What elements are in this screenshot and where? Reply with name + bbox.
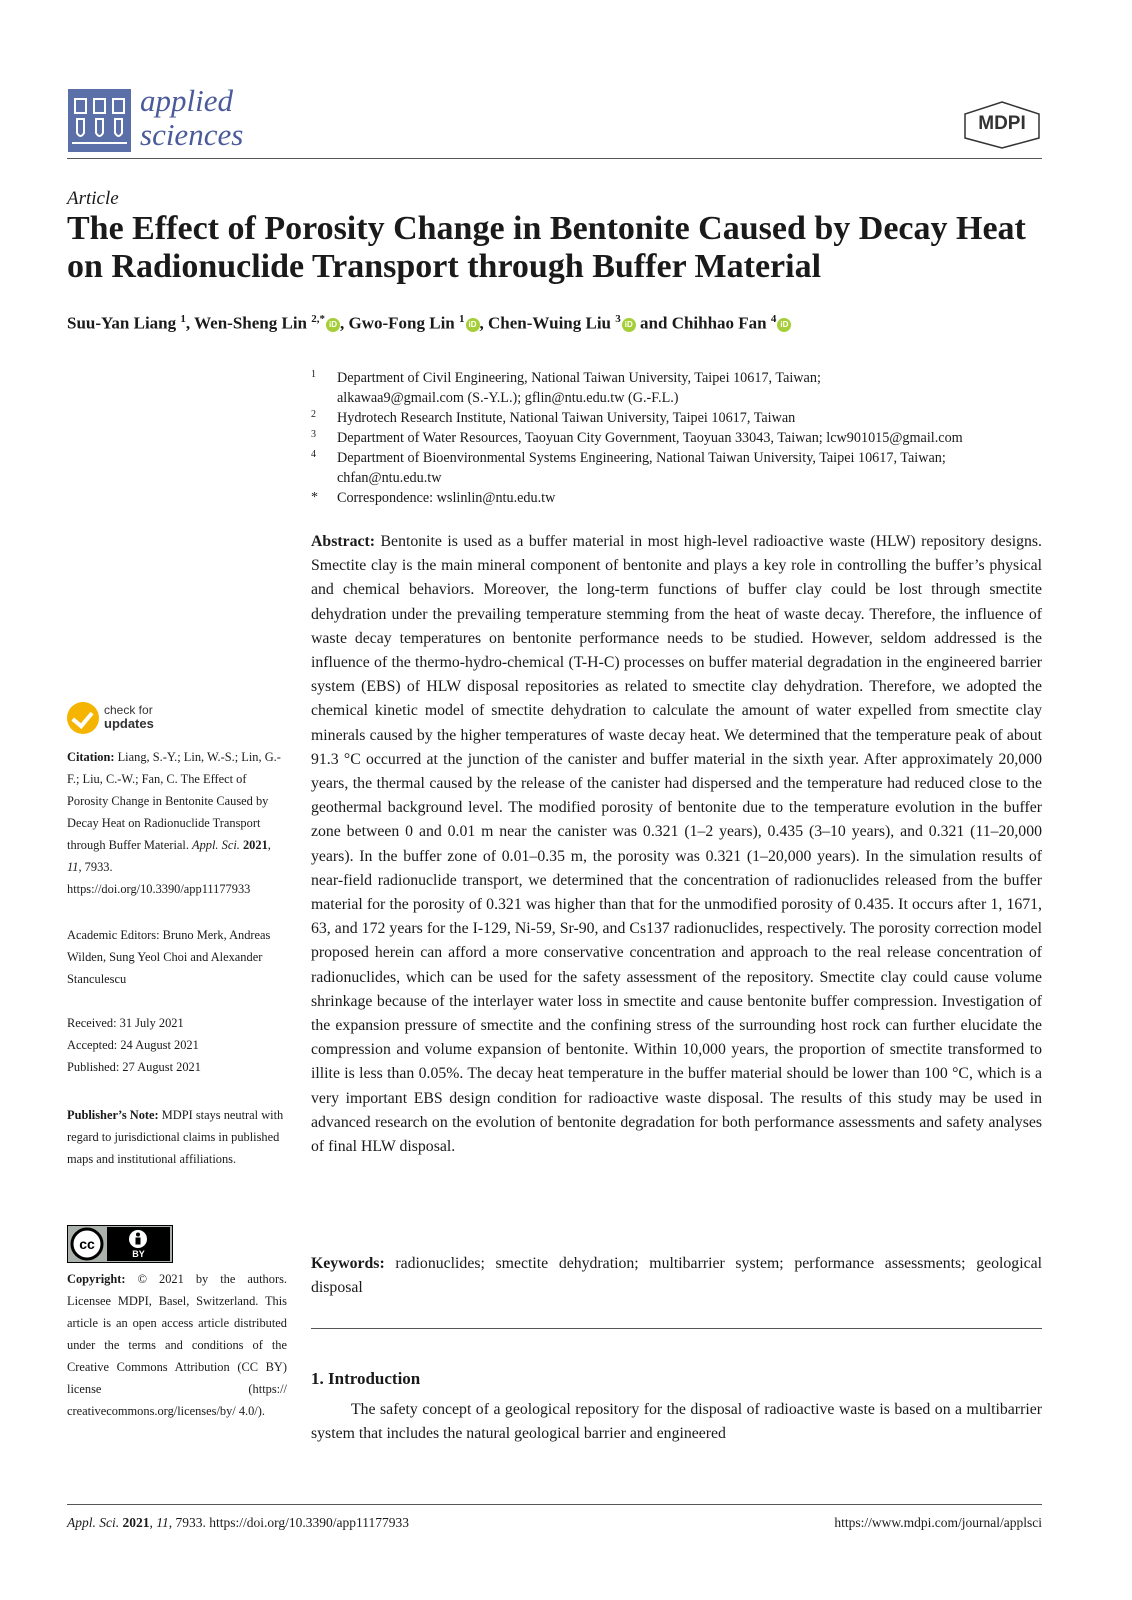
- published-date: Published: 27 August 2021: [67, 1060, 201, 1074]
- header-divider: [67, 158, 1042, 159]
- keywords-label: Keywords:: [311, 1255, 385, 1272]
- received-date: Received: 31 July 2021: [67, 1016, 184, 1030]
- affiliation-number: 1: [311, 369, 316, 380]
- footer-volume: 11: [156, 1515, 169, 1530]
- correspondence-line: Correspondence: wslinlin@ntu.edu.tw: [337, 490, 556, 506]
- author-affiliation-sup: 4: [770, 313, 777, 325]
- affiliation-line: Department of Civil Engineering, National Taiwan University, Taipei 10617, Taiwan;: [337, 370, 821, 386]
- affiliation-number: *: [311, 490, 318, 505]
- affiliation-item: [311, 488, 1051, 508]
- affiliation-item: [311, 408, 1051, 428]
- copyright-block: [67, 1268, 287, 1422]
- article-type: Article: [67, 188, 119, 209]
- mdpi-logo: [962, 100, 1042, 150]
- copyright-label: Copyright:: [67, 1272, 126, 1286]
- author-affiliation-sup: 3: [615, 313, 621, 325]
- intro-paragraph: The safety concept of a geological repository for the disposal of radioactive waste is based on a multibarrier system that includes the natural geological barrier and engineered: [311, 1401, 1042, 1442]
- authors-and: and: [640, 313, 668, 333]
- author-name[interactable]: Chihhao Fan: [671, 313, 767, 333]
- author-affiliation-sup: 1: [459, 313, 465, 325]
- author-list: Suu-Yan Liang $^1$, Wen-Sheng Lin $^{2,*}$ iD , Gwo-Fong Lin $^1$ iD , Chen-Wuing Liu $^3$ iD and Chihhao Fan $^4$ iD: [67, 313, 791, 334]
- affiliation-line: chfan@ntu.edu.tw: [337, 470, 442, 486]
- orcid-icon[interactable]: iD: [466, 318, 480, 332]
- footer-year: 2021: [122, 1515, 150, 1530]
- check-for-updates-badge[interactable]: [67, 702, 217, 736]
- cc-by-license-icon[interactable]: [67, 1225, 173, 1263]
- affiliation-number: 3: [311, 429, 316, 440]
- citation-doi[interactable]: , 7933. https://doi.org/10.3390/app11177933: [67, 860, 251, 896]
- footer-journal: Appl. Sci.: [67, 1515, 120, 1530]
- affiliation-number: 2: [311, 409, 316, 420]
- abstract: [311, 530, 1042, 1159]
- affiliation-line: Hydrotech Research Institute, National Taiwan University, Taipei 10617, Taiwan: [337, 410, 796, 426]
- orcid-icon[interactable]: iD: [777, 318, 791, 332]
- publication-dates: [67, 1012, 287, 1078]
- keywords: [311, 1252, 1042, 1300]
- publisher-note: [67, 1104, 287, 1170]
- mdpi-logo-text: MDPI: [978, 113, 1026, 134]
- author-name[interactable]: Suu-Yan Liang: [67, 313, 177, 333]
- footer-journal-url[interactable]: https://www.mdpi.com/journal/applsci: [834, 1515, 1042, 1530]
- journal-logo-icon: [68, 89, 131, 152]
- publisher-note-text: MDPI stays neutral with regard to jurisdictional claims in published maps and institutional affiliations.: [67, 1108, 284, 1166]
- cc-by-label: BY: [132, 1249, 145, 1259]
- check-updates-line2: updates: [104, 716, 154, 731]
- section-heading: 1. Introduction: [311, 1369, 421, 1388]
- checkmark-icon: [67, 702, 99, 734]
- copyright-text: © 2021 by the authors. Licensee MDPI, Basel, Switzerland. This article is an open access article distributed under the terms and conditions of the Creative Commons Attribution (CC BY) license (https:// creativecommons.org/licenses/by/ 4.0/).: [67, 1272, 287, 1418]
- journal-name-line1: applied: [140, 83, 233, 118]
- article-title: The Effect of Porosity Change in Bentonite Caused by Decay Heat on Radionuclide Transport through Buffer Material: [67, 210, 1026, 285]
- author-name[interactable]: Wen-Sheng Lin: [194, 313, 307, 333]
- citation-block: Citation: Liang, S.-Y.; Lin, W.-S.; Lin, G.-F.; Liu, C.-W.; Fan, C. The Effect of Porosity Change in Bentonite Caused by Decay Heat on Radionuclide Transport through Buffer Material. Appl. Sci. 2021, 11, 7933. https://doi.org/10.3390/app11177933: [67, 750, 281, 896]
- affiliation-item: [311, 368, 1051, 408]
- orcid-icon[interactable]: iD: [622, 318, 636, 332]
- publisher-note-label: Publisher’s Note:: [67, 1108, 159, 1122]
- journal-name-line2: sciences: [140, 117, 244, 152]
- author-affiliation-sup: 1: [180, 313, 186, 325]
- author-name[interactable]: Chen-Wuing Liu: [488, 313, 612, 333]
- check-updates-line1: check for: [104, 703, 153, 717]
- footer-citation: Appl. Sci. 2021, 11, 7933. https://doi.org/10.3390/app11177933: [67, 1515, 410, 1530]
- affiliations: [311, 368, 1051, 508]
- author-affiliation-sup: 2,*: [311, 313, 325, 325]
- footer-divider: [67, 1504, 1042, 1505]
- citation-text: Liang, S.-Y.; Lin, W.-S.; Lin, G.-F.; Liu, C.-W.; Fan, C. The Effect of Porosity Change in Bentonite Caused by Decay Heat on Radionuclide Transport through Buffer Material.: [67, 750, 281, 852]
- accepted-date: Accepted: 24 August 2021: [67, 1038, 199, 1052]
- abstract-text: Bentonite is used as a buffer material in most high-level radioactive waste (HLW) repository designs. Smectite clay is the main mineral component of bentonite and plays a key role in controlling the buffer’s physical and chemical behaviors. Moreover, the long-term functions of buffer clay could be lost through smectite dehydration under the prevailing temperature stemming from the heat of waste decay. Therefore, the influence of waste decay temperatures on bentonite performance needs to be studied. However, seldom addressed is the influence of the thermo-hydro-chemical (T-H-C) processes on buffer material degradation in the engineered barrier system (EBS) of HLW disposal repositories as related to smectite clay dehydration. Therefore, we adopted the chemical kinetic model of smectite dehydration to calculate the amount of water expelled from smectite clay minerals caused by the higher temperatures of waste decay heat. We determined that the temperature peak of about 91.3 °C occurred at the junction of the canister and buffer material in the sixth year. After approximately 20,000 years, the thermal caused by the release of the canister had dispersed and the temperature had reduced close to the geothermal background level. The modified porosity of bentonite due to the temperature evolution in the buffer zone between 0 and 0.01 m near the canister was 0.321 (1–2 years), 0.435 (3–10 years), and 0.321 (11–20,000 years). In the buffer zone of 0.01–0.35 m, the porosity was 0.321 (1–20,000 years). In the simulation results of near-field radionuclide transport, we determined that the concentration of radionuclides released from the buffer material for the porosity of 0.321 was higher than that for the unmodified porosity of 0.435. It occurs after 1, 1671, 63, and 172 years for the I-129, Ni-59, Sr-90, and Cs137 radionuclides, respectively. The porosity correction model proposed herein can afford a more conservative concentration and approach to the real release concentration of radionuclides, which can be used for the safety assessment of the repository. Smectite clay could cause volume shrinkage because of the interlayer water loss in smectite and cause bentonite buffer compression. Investigation of the expansion pressure of smectite and the confining stress of the surrounding host rock can further elucidate the compression and volume expansion of bentonite. Within 10,000 years, the proportion of smectite transformed to illite is less than 0.05%. The decay heat temperature in the buffer material should be lower than 100 °C, which is a very important EBS design condition for radioactive waste disposal. The results of this study may be used in advanced research on the evolution of bentonite degradation for both performance assessments and safety analyses of final HLW disposal.: [311, 533, 1042, 1156]
- footer-doi[interactable]: , 7933. https://doi.org/10.3390/app11177933: [168, 1515, 410, 1530]
- svg-text:cc: cc: [79, 1236, 95, 1252]
- affiliation-line: alkawaa9@gmail.com (S.-Y.L.); gflin@ntu.edu.tw (G.-F.L.): [337, 390, 679, 406]
- affiliation-number: 4: [311, 449, 316, 460]
- affiliation-item: [311, 428, 1051, 448]
- citation-journal: Appl. Sci.: [192, 838, 240, 852]
- citation-label: Citation:: [67, 750, 115, 764]
- author-name[interactable]: Gwo-Fong Lin: [348, 313, 455, 333]
- affiliation-item: [311, 448, 1051, 488]
- citation-volume: 11: [67, 860, 79, 874]
- orcid-icon[interactable]: iD: [326, 318, 340, 332]
- affiliation-line: Department of Water Resources, Taoyuan City Government, Taoyuan 33043, Taiwan; lcw901015@gmail.com: [337, 430, 963, 446]
- affiliation-line: Department of Bioenvironmental Systems Engineering, National Taiwan University, Taipei 10617, Taiwan;: [337, 450, 946, 466]
- keywords-text: radionuclides; smectite dehydration; multibarrier system; performance assessments; geological disposal: [311, 1255, 1042, 1297]
- citation-year: 2021: [242, 838, 268, 852]
- academic-editors: Academic Editors: Bruno Merk, Andreas Wilden, Sung Yeol Choi and Alexander Stanculescu: [67, 928, 271, 986]
- abstract-label: Abstract:: [311, 533, 376, 550]
- journal-name: [140, 84, 243, 152]
- check-updates-text: [104, 703, 154, 731]
- section-divider: [311, 1328, 1042, 1329]
